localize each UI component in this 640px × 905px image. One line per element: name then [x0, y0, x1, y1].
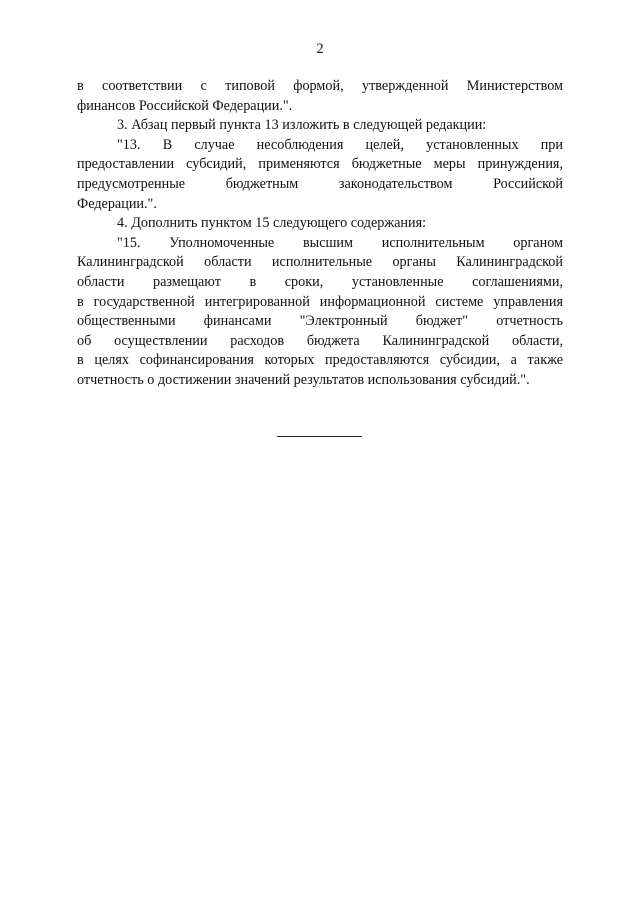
- paragraph-item-3: [77, 116, 563, 136]
- paragraph-quote-15: [77, 234, 563, 391]
- text-line: 3. Абзац первый пункта 13 изложить в следующей редакции:: [117, 117, 487, 134]
- text-line: в государственной интегрированной информационной системе управления: [77, 293, 563, 310]
- text-line: предоставлении субсидий, применяются бюджетные меры принуждения,: [77, 156, 563, 173]
- text-line: общественными финансами "Электронный бюджет" отчетность: [77, 313, 563, 330]
- text-line: Федерации.".: [77, 195, 157, 212]
- text-line: об осуществлении расходов бюджета Калининградской области,: [77, 332, 563, 349]
- text-line: "13. В случае несоблюдения целей, установленных при: [117, 136, 563, 153]
- document-body: [77, 77, 563, 391]
- paragraph-quote-13: [77, 136, 563, 214]
- text-line: Калининградской области исполнительные органы Калининградской: [77, 254, 563, 271]
- paragraph-continuation: [77, 77, 563, 116]
- end-separator-line: [277, 436, 362, 437]
- text-line: предусмотренные бюджетным законодательством Российской: [77, 175, 563, 192]
- text-line: в целях софинансирования которых предоставляются субсидии, а также: [77, 352, 563, 369]
- text-line: области размещают в сроки, установленные соглашениями,: [77, 273, 563, 290]
- text-line: отчетность о достижении значений результатов использования субсидий.".: [77, 371, 530, 388]
- text-line: в соответствии с типовой формой, утвержденной Министерством: [77, 78, 563, 94]
- page-number: 2: [316, 41, 324, 57]
- text-line: финансов Российской Федерации.".: [77, 97, 293, 114]
- text-line: 4. Дополнить пунктом 15 следующего содержания:: [117, 215, 427, 232]
- paragraph-item-4: [77, 214, 563, 234]
- text-line: "15. Уполномоченные высшим исполнительным органом: [117, 234, 563, 251]
